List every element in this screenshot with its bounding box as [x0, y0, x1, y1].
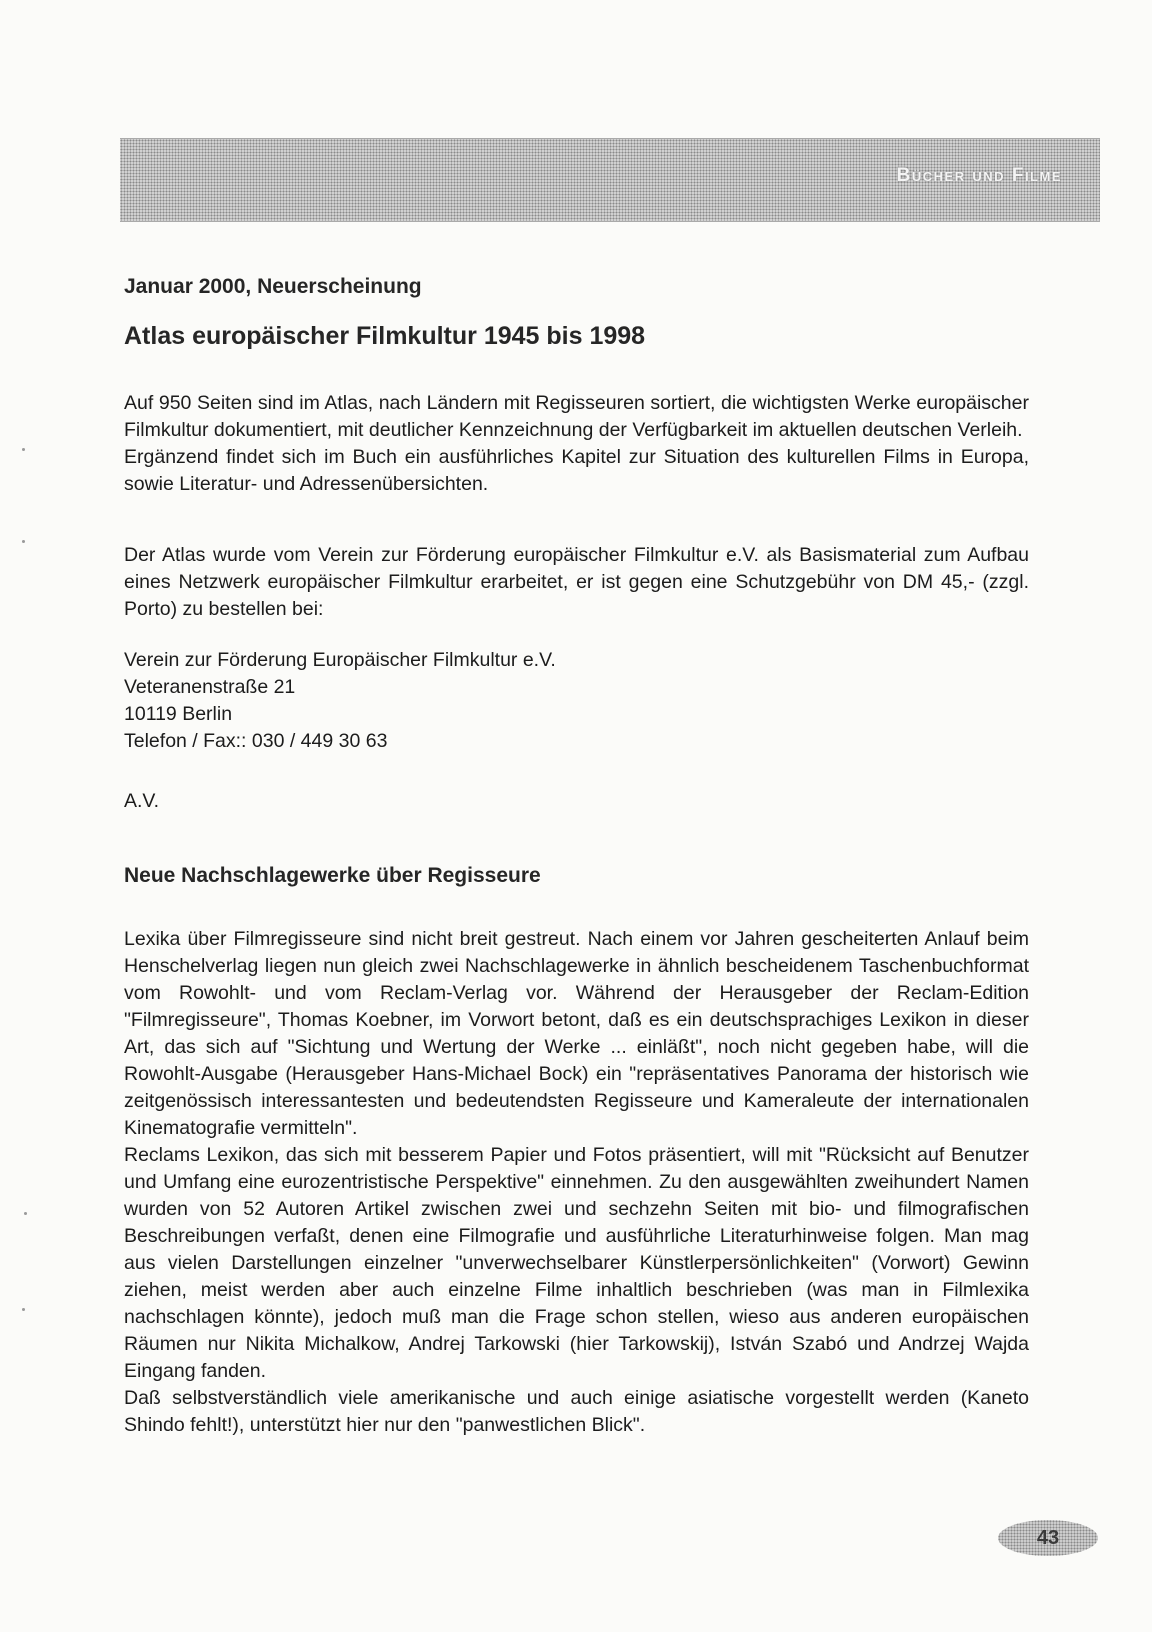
author-signature: A.V.: [124, 790, 160, 812]
article2-paragraph: Lexika über Filmregisseure sind nicht breit gestreut. Nach einem vor Jahren gescheiterten Anlauf beim Henschelverlag liegen nun gleich zwei Nachschlagewerke in ähnlich bescheidenem Taschenbuchformat vom Rowohlt- und vom Reclam-Verlag vor. Während der Herausgeber der Reclam-Edition "Filmregisseure", Thomas Koebner, im Vorwort betont, daß es ein deutschsprachiges Lexikon in dieser Art, das sich auf "Sichtung und Wertung der Werke ... einläßt", noch nicht gegeben habe, will die Rowohlt-Ausgabe (Herausgeber Hans-Michael Bock) ein "repräsentatives Panorama der historisch wie zeitgenössisch interessantesten und bedeutendsten Regisseure und Kameraleute der internationalen Kinematografie vermitteln".: [124, 928, 1029, 1139]
article2-body: [124, 926, 1029, 1439]
article1-paragraph: Auf 950 Seiten sind im Atlas, nach Ländern mit Regisseuren sortiert, die wichtigsten Werke europäischer Filmkultur dokumentiert, mit deutlicher Kennzeichnung der Verfügbarkeit im aktuellen deutschen Verleih.: [124, 392, 1029, 441]
address-line: 10119 Berlin: [124, 703, 233, 725]
section-header-banner: [120, 138, 1100, 222]
article2-paragraph: Reclams Lexikon, das sich mit besserem Papier und Fotos präsentiert, will mit "Rücksicht auf Benutzer und Umfang eine eurozentristische Perspektive" einnehmen. Zu den ausgewählten zweihundert Namen wurden von 52 Autoren Artikel zwischen zwei und sechzehn Seiten mit bio- und filmografischen Beschreibungen verfaßt, denen eine Filmografie und ausführliche Literaturhinweise folgen. Man mag aus vielen Darstellungen einzelner "unverwechselbarer Künstlerpersönlichkeiten" (Vorwort) Gewinn ziehen, meist werden aber auch einzelne Filme inhaltlich beschrieben (was man in Filmlexika nachschlagen könnte), jedoch muß man die Frage schon stellen, wieso aus anderen europäischen Räumen nur Nikita Michalkow, Andrej Tarkowski (hier Tarkowskij), István Szabó und Andrzej Wajda Eingang fanden.: [124, 1144, 1029, 1382]
article1-intro: [124, 390, 1029, 498]
article1-paragraph: Der Atlas wurde vom Verein zur Förderung europäischer Filmkultur e.V. als Basismaterial zum Aufbau eines Netzwerk europäischer Filmkultur erarbeitet, er ist gegen eine Schutzgebühr von DM 45,- (zzgl. Porto) zu bestellen bei:: [124, 544, 1029, 620]
margin-dot: [22, 448, 25, 451]
book-title: Atlas europäischer Filmkultur 1945 bis 1998: [124, 322, 646, 350]
article1-order-info: [124, 542, 1029, 623]
address-line: Telefon / Fax:: 030 / 449 30 63: [124, 730, 388, 752]
address-line: Veteranenstraße 21: [124, 676, 296, 698]
page-number: 43: [998, 1520, 1098, 1556]
margin-dot: [22, 540, 25, 543]
article2-title: Neue Nachschlagewerke über Regisseure: [124, 864, 541, 887]
article1-paragraph: Ergänzend findet sich im Buch ein ausführliches Kapitel zur Situation des kulturellen Films in Europa, sowie Literatur- und Adressenübersichten.: [124, 446, 1029, 495]
article2-paragraph: Daß selbstverständlich viele amerikanische und auch einige asiatische vorgestellt werden (Kaneto Shindo fehlt!), unterstützt hier nur den "panwestlichen Blick".: [124, 1387, 1029, 1436]
margin-dot: [22, 1308, 25, 1311]
margin-dot: [24, 1212, 27, 1215]
date-line: Januar 2000, Neuerscheinung: [124, 275, 422, 298]
address-block: [124, 647, 1029, 755]
section-label: Bücher und Filme: [896, 165, 1062, 186]
address-line: Verein zur Förderung Europäischer Filmkultur e.V.: [124, 649, 556, 671]
